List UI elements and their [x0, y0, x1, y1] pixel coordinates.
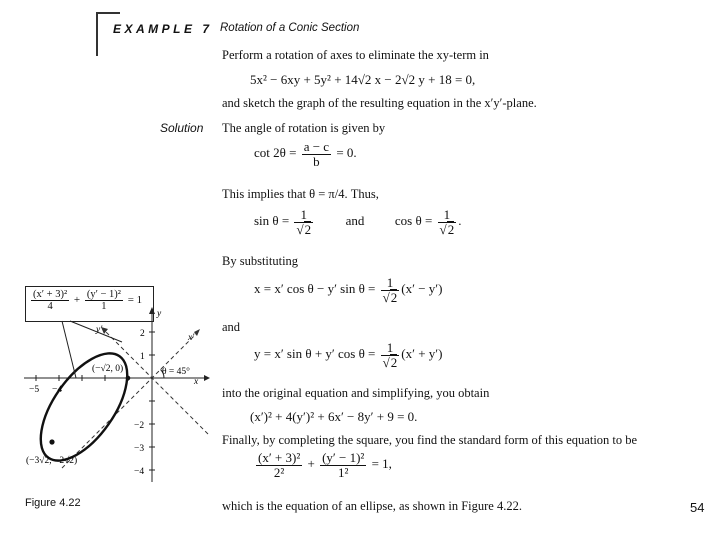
point-vertex: [49, 439, 54, 444]
sketch-instruction: and sketch the graph of the resulting equation in the x′y′-plane.: [222, 96, 537, 110]
tick-label-y-2: 2: [140, 329, 145, 339]
example-title: Rotation of a Conic Section: [220, 22, 360, 34]
label-x: x: [194, 377, 199, 387]
solution-label: Solution: [160, 121, 204, 135]
x-sub-lhs: x = x′ cos θ − y′ sin θ =: [254, 281, 376, 297]
y-sub-denominator: √2: [382, 354, 398, 370]
sin-lhs: sin θ =: [254, 213, 290, 229]
std-denominator-1: 2²: [273, 464, 285, 480]
tick-label-y-m4: −4: [134, 467, 145, 477]
std-rhs: = 1,: [371, 456, 392, 472]
tick-label-x-m5: −5: [29, 385, 40, 395]
std-fraction-2: [320, 451, 366, 479]
x-axis-arrow: [204, 375, 210, 381]
y-prime-axis: [104, 330, 208, 434]
cos-period: .: [458, 213, 462, 229]
x-prime-axis: [62, 332, 198, 468]
ellipse-conclusion: which is the equation of an ellipse, as shown in Figure 4.22.: [222, 499, 522, 513]
sin-denominator: √2: [296, 221, 312, 237]
box-denominator-1: 4: [47, 301, 53, 313]
tick-label-y-1: 1: [140, 352, 145, 362]
x-substitution: [254, 276, 442, 304]
tick-label-y-m3: −3: [134, 444, 145, 454]
box-rhs: = 1: [127, 294, 143, 307]
cos-lhs: cos θ =: [394, 213, 433, 229]
figure-equation-box: [25, 286, 154, 322]
label-y-prime: y′: [96, 325, 103, 335]
cos-numerator: 1: [438, 208, 457, 223]
box-plus: +: [73, 294, 81, 307]
label-y: y: [157, 309, 162, 319]
std-fraction-1: [256, 451, 302, 479]
sin-fraction: [294, 208, 313, 236]
std-numerator-1: (x′ + 3)²: [258, 450, 301, 465]
std-denominator-2: 1²: [337, 464, 349, 480]
sin-numerator: 1: [294, 208, 313, 223]
cot-fraction: [302, 140, 331, 168]
cot-numerator: a − c: [303, 139, 330, 154]
vertex-label: (−3√2, −2√2): [26, 456, 78, 466]
x-sub-rhs: (x′ − y′): [401, 281, 443, 297]
standard-form-equation: [254, 451, 392, 479]
y-substitution: [254, 341, 442, 369]
original-equation: 5x² − 6xy + 5y² + 14√2 x − 2√2 y + 18 = 0,: [250, 72, 476, 87]
y-sub-rhs: (x′ + y′): [401, 346, 443, 362]
example-label: EXAMPLE 7: [113, 22, 213, 36]
y-sub-lhs: y = x′ sin θ + y′ cos θ =: [254, 346, 376, 362]
simplifying-intro: into the original equation and simplifying, you obtain: [222, 386, 490, 400]
point-label: (−√2, 0): [92, 364, 124, 374]
x-sub-fraction: [381, 276, 400, 304]
cot-denominator: b: [313, 153, 320, 169]
and-connector: and: [222, 320, 241, 334]
sin-cos-equations: [254, 208, 461, 236]
substituting-intro: By substituting: [222, 254, 299, 268]
box-fraction-2: [85, 289, 123, 312]
leader-line-1: [62, 321, 76, 378]
box-fraction-1: [31, 289, 69, 312]
y-sub-fraction: [381, 341, 400, 369]
point-minus-sqrt2: [126, 376, 131, 381]
std-plus: +: [307, 456, 315, 472]
angle-label: θ = 45°: [162, 367, 190, 377]
figure-caption: Figure 4.22: [25, 497, 81, 509]
simplified-equation: (x′)² + 4(y′)² + 6x′ − 8y′ + 9 = 0.: [250, 409, 418, 424]
ellipse-curve: [24, 339, 144, 475]
and-word: and: [345, 213, 365, 229]
x-prime-arrow: [194, 329, 200, 336]
cot-lhs: cot 2θ =: [254, 145, 297, 161]
completing-square-intro: Finally, by completing the square, you find the standard form of this equation to be: [222, 433, 638, 447]
box-numerator-1: (x′ + 3)²: [33, 289, 68, 300]
figure-equation: [29, 289, 142, 312]
label-x-prime: x′: [188, 333, 195, 343]
x-sub-denominator: √2: [382, 289, 398, 305]
box-numerator-2: (y′ − 1)²: [86, 289, 121, 300]
x-sub-numerator: 1: [381, 276, 400, 291]
problem-statement: Perform a rotation of axes to eliminate the xy-term in: [222, 48, 489, 62]
y-sub-numerator: 1: [381, 341, 400, 356]
cot-rhs: = 0.: [336, 145, 357, 161]
std-numerator-2: (y′ − 1)²: [322, 450, 365, 465]
page-number: 54: [690, 500, 705, 515]
cos-fraction: [438, 208, 457, 236]
box-denominator-2: 1: [101, 301, 107, 313]
cot-equation: [254, 140, 357, 168]
rotation-angle-intro: The angle of rotation is given by: [222, 121, 386, 135]
tick-label-x-m4: −4: [52, 385, 63, 395]
theta-implication: This implies that θ = π/4. Thus,: [222, 187, 379, 201]
tick-label-y-m2: −2: [134, 421, 145, 431]
cos-denominator: √2: [439, 221, 455, 237]
